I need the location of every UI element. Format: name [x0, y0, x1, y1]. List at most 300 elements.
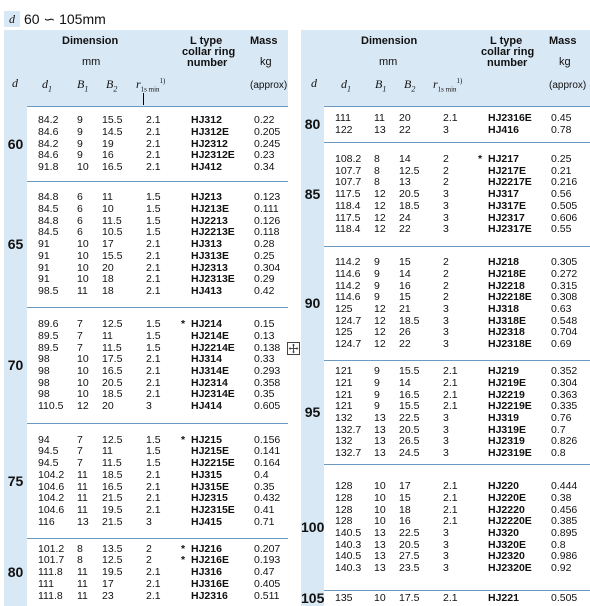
right-table-header	[301, 30, 590, 106]
cell-mass: 0.56	[551, 188, 572, 201]
cell-mass: 0.22	[254, 114, 275, 127]
text-cursor	[143, 93, 144, 105]
cell-d1: 111	[335, 112, 351, 125]
cell-d1: 121	[335, 365, 353, 378]
table-row	[324, 378, 590, 390]
bore-diameter-cell	[301, 106, 324, 143]
bore-diameter-label: 95	[304, 404, 321, 420]
cell-b2: 13.5	[102, 542, 123, 555]
col-r-heading	[433, 77, 462, 93]
cell-r: 3	[146, 515, 152, 528]
cell-lt: HJ2218E	[488, 291, 532, 304]
cell-d1: 128	[335, 503, 353, 516]
cell-r: 3	[443, 562, 449, 575]
cell-lt: HJ2219E	[488, 400, 532, 413]
cell-r: 2.1	[146, 480, 161, 493]
cell-r: 2.1	[146, 468, 161, 481]
cell-b1: 8	[77, 554, 83, 567]
cell-lt: HJ215E	[191, 445, 229, 458]
cell-d1: 140.3	[335, 538, 362, 551]
cell-mass: 0.304	[551, 376, 578, 389]
cell-b1: 11	[374, 112, 385, 125]
col-b2-heading	[404, 77, 415, 93]
cell-d1: 132	[335, 435, 353, 448]
cell-mass: 0.55	[551, 223, 572, 236]
cell-r: 3	[443, 199, 449, 212]
col-r-sub: 1s min	[437, 85, 457, 94]
cell-r: 1.5	[146, 318, 161, 331]
cell-d1: 114.6	[335, 291, 361, 304]
cell-r: 2.1	[146, 249, 161, 262]
cell-b2: 15.5	[102, 249, 123, 262]
cell-b2: 27.5	[399, 550, 420, 563]
cell-mass: 0.432	[254, 492, 281, 505]
cell-d1: 140.5	[335, 527, 362, 539]
cell-r: 2.1	[146, 503, 161, 516]
cell-r: 2.1	[443, 503, 458, 516]
cell-b2: 19.5	[102, 566, 123, 579]
cell-lt: HJ313E	[191, 249, 229, 262]
cell-lt: HJ315	[191, 468, 222, 481]
cell-d1: 91	[38, 261, 50, 274]
cell-b2: 22	[399, 338, 411, 351]
cell-b2: 12.5	[399, 164, 420, 177]
cell-d1: 91	[38, 238, 50, 251]
cell-lt: HJ213	[191, 191, 222, 204]
cell-r: 1.5	[146, 214, 161, 227]
bore-diameter-label: 100	[301, 519, 325, 535]
cell-b1: 13	[374, 447, 386, 460]
cell-lt: HJ2217E	[488, 176, 532, 189]
cell-r: 3	[443, 124, 449, 136]
cell-r: 1.5	[146, 457, 161, 470]
cell-d1: 132.7	[335, 447, 362, 460]
cell-b2: 18	[399, 503, 411, 516]
cell-b1: 11	[77, 503, 88, 516]
cell-b2: 20	[399, 112, 411, 125]
cell-mass: 0.245	[254, 137, 281, 150]
cell-lt: HJ220	[488, 480, 519, 493]
table-row	[27, 286, 288, 298]
cell-lt: HJ217E	[488, 164, 526, 177]
cell-d1: 94.5	[38, 457, 59, 470]
cell-mass: 0.511	[254, 589, 280, 602]
cell-d1: 104.6	[38, 480, 65, 493]
cell-b2: 12.5	[102, 433, 123, 446]
cell-b2: 10.5	[102, 226, 123, 239]
cell-lt: HJ318	[488, 303, 519, 315]
cell-d1: 121	[335, 400, 353, 413]
cell-r: 2.1	[443, 491, 458, 504]
cell-mass: 0.38	[551, 491, 572, 504]
cell-b2: 11.5	[102, 214, 122, 227]
cell-d1: 84.2	[38, 114, 59, 127]
cell-mass: 0.164	[254, 457, 281, 470]
cell-lt: HJ219E	[488, 376, 526, 389]
cell-d1: 140.5	[335, 550, 362, 563]
cell-b1: 6	[77, 226, 83, 239]
cell-b1: 13	[374, 562, 386, 575]
cell-mass: 0.25	[254, 249, 275, 262]
ltype-heading-line1: L type	[490, 35, 523, 47]
cell-b2: 22	[399, 223, 411, 236]
cell-mass: 0.118	[254, 226, 280, 239]
cell-d1: 110.5	[38, 400, 64, 413]
cell-b2: 15.5	[102, 114, 123, 127]
cell-mass: 0.272	[551, 267, 578, 280]
cell-lt: HJ214	[191, 318, 222, 331]
cell-d1: 132	[335, 412, 353, 424]
cell-lt: HJ2318	[488, 326, 525, 339]
cell-lt: HJ317	[488, 188, 519, 201]
cell-b1: 10	[374, 503, 386, 516]
cell-b2: 17.5	[399, 592, 420, 605]
cell-r: 2	[443, 279, 449, 292]
table-row	[324, 201, 590, 213]
cell-b1: 13	[374, 538, 386, 551]
cell-r: 3	[443, 435, 449, 448]
ltype-heading-line3: number	[487, 57, 528, 69]
col-d1-symbol: d	[341, 77, 347, 91]
cell-lt: HJ416	[488, 124, 519, 136]
cell-mass: 0.305	[551, 256, 578, 269]
cell-b1: 9	[77, 125, 83, 138]
bore-diameter-label: 65	[7, 236, 24, 252]
cell-b1: 8	[374, 164, 380, 177]
cell-mass: 0.35	[254, 480, 275, 493]
cell-b1: 10	[77, 353, 89, 366]
approx-note: (approx)	[549, 80, 587, 91]
cell-b2: 12.5	[102, 554, 123, 567]
col-b1-symbol: B	[77, 77, 85, 91]
cell-r: 2.1	[146, 284, 161, 297]
bore-group	[301, 246, 590, 361]
cell-r: 3	[443, 303, 449, 315]
bore-group	[301, 360, 590, 465]
cell-b2: 11	[102, 329, 113, 342]
col-b1-symbol: B	[375, 77, 383, 91]
cell-r: 1.5	[146, 445, 161, 458]
bore-diameter-label: 60	[7, 135, 24, 152]
cell-d1: 84.8	[38, 191, 59, 204]
cell-r: 2	[443, 291, 449, 304]
cell-r: 2.1	[146, 114, 161, 127]
cell-mass: 0.33	[254, 353, 275, 366]
cell-r: 2.1	[443, 592, 458, 605]
table-row	[27, 162, 288, 174]
cell-r: 1.5	[146, 341, 161, 354]
cell-b1: 10	[77, 161, 89, 174]
cell-b1: 11	[77, 284, 88, 297]
page-title	[0, 9, 106, 29]
col-b2-sub: 2	[411, 84, 416, 94]
cell-b1: 12	[374, 223, 386, 236]
bore-group	[4, 423, 288, 539]
cell-lt: HJ414	[191, 400, 222, 413]
cell-b2: 11	[102, 445, 113, 458]
cell-b2: 16.5	[102, 365, 123, 377]
cell-r: 1.5	[146, 329, 161, 342]
cell-d1: 94	[38, 433, 50, 446]
cell-b1: 13	[374, 550, 386, 563]
cell-lt: HJ2313E	[191, 273, 235, 286]
cell-d1: 125	[335, 326, 353, 339]
table-row	[324, 493, 590, 505]
cell-b1: 8	[374, 176, 380, 189]
cell-mass: 0.138	[254, 341, 281, 354]
cell-mass: 0.126	[254, 214, 281, 227]
col-d-heading: d	[12, 76, 18, 90]
cell-lt: HJ2213E	[191, 226, 235, 239]
table-row	[27, 127, 288, 139]
cell-d1: 140.3	[335, 562, 362, 575]
approx-note: (approx)	[250, 80, 288, 91]
cell-b2: 22.5	[399, 527, 420, 539]
bore-group	[4, 307, 288, 424]
left-table-header	[4, 30, 288, 106]
cell-d1: 114.2	[335, 256, 361, 269]
cell-b1: 9	[77, 114, 83, 127]
table-row	[324, 528, 590, 540]
col-b1-heading	[77, 77, 88, 93]
cell-d1: 98	[38, 365, 50, 377]
cell-mass: 0.41	[254, 503, 275, 516]
cell-b2: 15.5	[399, 365, 420, 378]
cell-mass: 0.8	[551, 447, 566, 460]
cell-r: 3	[443, 326, 449, 339]
cell-b2: 18	[102, 273, 114, 286]
cell-b2: 26	[399, 326, 411, 339]
table-row	[324, 413, 590, 425]
cell-lt: HJ2214E	[191, 341, 235, 354]
cell-mass: 0.76	[551, 412, 572, 424]
cell-lt: HJ2218	[488, 279, 525, 292]
mass-heading: Mass	[549, 35, 577, 47]
cell-b1: 9	[374, 365, 380, 378]
cell-b2: 15	[399, 291, 411, 304]
cell-r: 3	[443, 538, 449, 551]
cell-b2: 11	[102, 191, 113, 204]
cell-b1: 13	[374, 435, 386, 448]
table-row	[27, 517, 288, 529]
cell-b1: 12	[77, 400, 89, 413]
cell-r: 2.1	[146, 376, 161, 389]
cell-b1: 9	[374, 388, 380, 401]
cell-r: 2.1	[146, 137, 161, 150]
cell-mass: 0.505	[551, 199, 578, 212]
cell-mass: 0.986	[551, 550, 578, 563]
cell-lt: HJ314	[191, 353, 222, 366]
cell-lt: HJ412	[191, 161, 222, 174]
cell-d1: 118.4	[335, 223, 361, 236]
cell-r: 2.1	[443, 480, 458, 493]
col-b2-symbol: B	[106, 77, 114, 91]
cell-d1: 124.7	[335, 338, 362, 351]
cell-lt: HJ2312	[191, 137, 228, 150]
cell-lt: HJ415	[191, 515, 222, 528]
cell-mass: 0.92	[551, 562, 572, 575]
cell-r: 3	[146, 400, 152, 413]
cell-star: *	[181, 542, 186, 555]
move-handle-icon[interactable]	[287, 342, 300, 355]
cell-b2: 16	[102, 149, 114, 162]
cell-lt: HJ317E	[488, 199, 526, 212]
cell-lt: HJ216	[191, 542, 222, 555]
cell-b1: 10	[77, 261, 89, 274]
cell-mass: 0.352	[551, 365, 578, 378]
table-row	[324, 593, 590, 605]
cell-b1: 12	[374, 326, 386, 339]
cell-b2: 11.5	[102, 341, 122, 354]
cell-mass: 0.304	[254, 261, 281, 274]
cell-mass: 0.45	[551, 112, 572, 125]
mm-unit: mm	[82, 56, 101, 68]
cell-r: 2.1	[146, 577, 161, 590]
cell-b1: 7	[77, 341, 83, 354]
cell-b1: 9	[77, 149, 83, 162]
cell-r: 2.1	[443, 388, 458, 401]
cell-r: 2.1	[146, 125, 161, 138]
cell-b1: 6	[77, 203, 83, 216]
cell-b1: 9	[374, 267, 380, 280]
col-b2-symbol: B	[404, 77, 412, 91]
cell-b2: 10	[102, 203, 114, 216]
col-r-symbol: r	[136, 77, 141, 91]
bore-diameter-label: 80	[7, 564, 24, 580]
cell-r: 2	[443, 164, 449, 177]
cell-b1: 7	[77, 433, 83, 446]
bore-diameter-cell	[4, 106, 27, 182]
cell-lt: HJ2312E	[191, 149, 235, 162]
cell-b2: 20.5	[399, 423, 420, 436]
cell-b2: 19	[102, 137, 114, 150]
cell-b1: 11	[77, 480, 88, 493]
cell-r: 3	[443, 223, 449, 236]
cell-d1: 128	[335, 491, 353, 504]
cell-d1: 114.6	[335, 267, 361, 280]
col-r-footnote: 1)	[456, 77, 463, 85]
col-r-heading	[136, 77, 165, 93]
cell-d1: 114.2	[335, 279, 361, 292]
cell-b2: 20	[102, 261, 114, 274]
cell-lt: HJ320	[488, 527, 519, 539]
cell-lt: HJ314E	[191, 365, 229, 377]
cell-mass: 0.13	[254, 329, 275, 342]
cell-r: 2.1	[146, 353, 161, 366]
table-row	[324, 448, 590, 460]
cell-b1: 11	[77, 589, 88, 602]
cell-lt: HJ214E	[191, 329, 229, 342]
table-row	[27, 366, 288, 378]
ltype-heading-line3: number	[187, 57, 228, 69]
cell-lt: HJ2313	[191, 261, 228, 274]
cell-lt: HJ220E	[488, 491, 526, 504]
cell-d1: 128	[335, 515, 353, 528]
cell-star: *	[181, 318, 186, 331]
cell-d1: 89.5	[38, 341, 59, 354]
cell-mass: 0.141	[254, 445, 281, 458]
bore-group	[4, 106, 288, 182]
cell-lt: HJ2320E	[488, 562, 532, 575]
cell-d1: 132.7	[335, 423, 362, 436]
cell-b1: 7	[77, 318, 83, 331]
cell-b2: 21.5	[102, 492, 123, 505]
cell-lt: HJ2220	[488, 503, 525, 516]
cell-b1: 12	[374, 338, 386, 351]
bore-diameter-cell	[301, 142, 324, 247]
cell-lt: HJ2314	[191, 376, 228, 389]
cell-mass: 0.111	[254, 203, 279, 216]
cell-b2: 15.5	[399, 400, 420, 413]
cell-b1: 10	[77, 273, 89, 286]
cell-b2: 18.5	[102, 388, 123, 401]
cell-b1: 10	[77, 249, 89, 262]
bore-diameter-cell	[301, 360, 324, 465]
bore-diameter-cell	[4, 423, 27, 539]
cell-d1: 111	[38, 577, 54, 590]
cell-mass: 0.25	[551, 153, 572, 166]
cell-lt: HJ215	[191, 433, 222, 446]
cell-mass: 0.47	[254, 566, 275, 579]
cell-b2: 15	[399, 491, 411, 504]
cell-b2: 16	[399, 515, 411, 528]
cell-b1: 11	[77, 468, 88, 481]
cell-b2: 22.5	[399, 412, 420, 424]
cell-d1: 94.5	[38, 445, 59, 458]
cell-b2: 18	[102, 284, 114, 297]
cell-d1: 117.5	[335, 211, 361, 224]
cell-r: 1.5	[146, 226, 161, 239]
cell-mass: 0.8	[551, 538, 566, 551]
cell-b2: 18.5	[399, 314, 420, 327]
cell-mass: 0.42	[254, 284, 275, 297]
col-d1-sub: 1	[48, 84, 52, 94]
dimension-heading: Dimension	[361, 35, 418, 47]
cell-r: 3	[443, 412, 449, 424]
cell-mass: 0.216	[551, 176, 578, 189]
cell-r: 2	[443, 267, 449, 280]
col-b1-sub: 1	[382, 84, 387, 94]
cell-mass: 0.205	[254, 125, 281, 138]
cell-b2: 14	[399, 267, 411, 280]
table-row	[324, 563, 590, 575]
bore-diameter-label: 80	[304, 116, 321, 132]
cell-b2: 21	[399, 303, 411, 315]
cell-d1: 104.2	[38, 468, 65, 481]
bore-diameter-label: 75	[7, 472, 24, 489]
bore-diameter-cell	[301, 590, 324, 606]
cell-b2: 17	[102, 238, 114, 251]
table-row	[324, 269, 590, 281]
ltype-heading-line2: collar ring	[182, 46, 236, 58]
cell-lt: HJ219	[488, 365, 519, 378]
cell-d1: 111.8	[38, 566, 63, 579]
right-table-panel	[301, 30, 590, 606]
cell-b2: 23.5	[399, 562, 420, 575]
ltype-heading-line1: L type	[190, 35, 223, 47]
cell-d1: 104.2	[38, 492, 65, 505]
cell-lt: HJ312	[191, 114, 222, 127]
cell-lt: HJ2315E	[191, 503, 235, 516]
table-row	[27, 401, 288, 413]
cell-lt: HJ2314E	[191, 388, 235, 401]
cell-r: 3	[443, 423, 449, 436]
col-r-symbol: r	[433, 77, 438, 91]
cell-b2: 15	[399, 256, 411, 269]
cell-lt: HJ316	[191, 566, 222, 579]
cell-b2: 11.5	[102, 457, 122, 470]
cell-lt: HJ2317E	[488, 223, 532, 236]
